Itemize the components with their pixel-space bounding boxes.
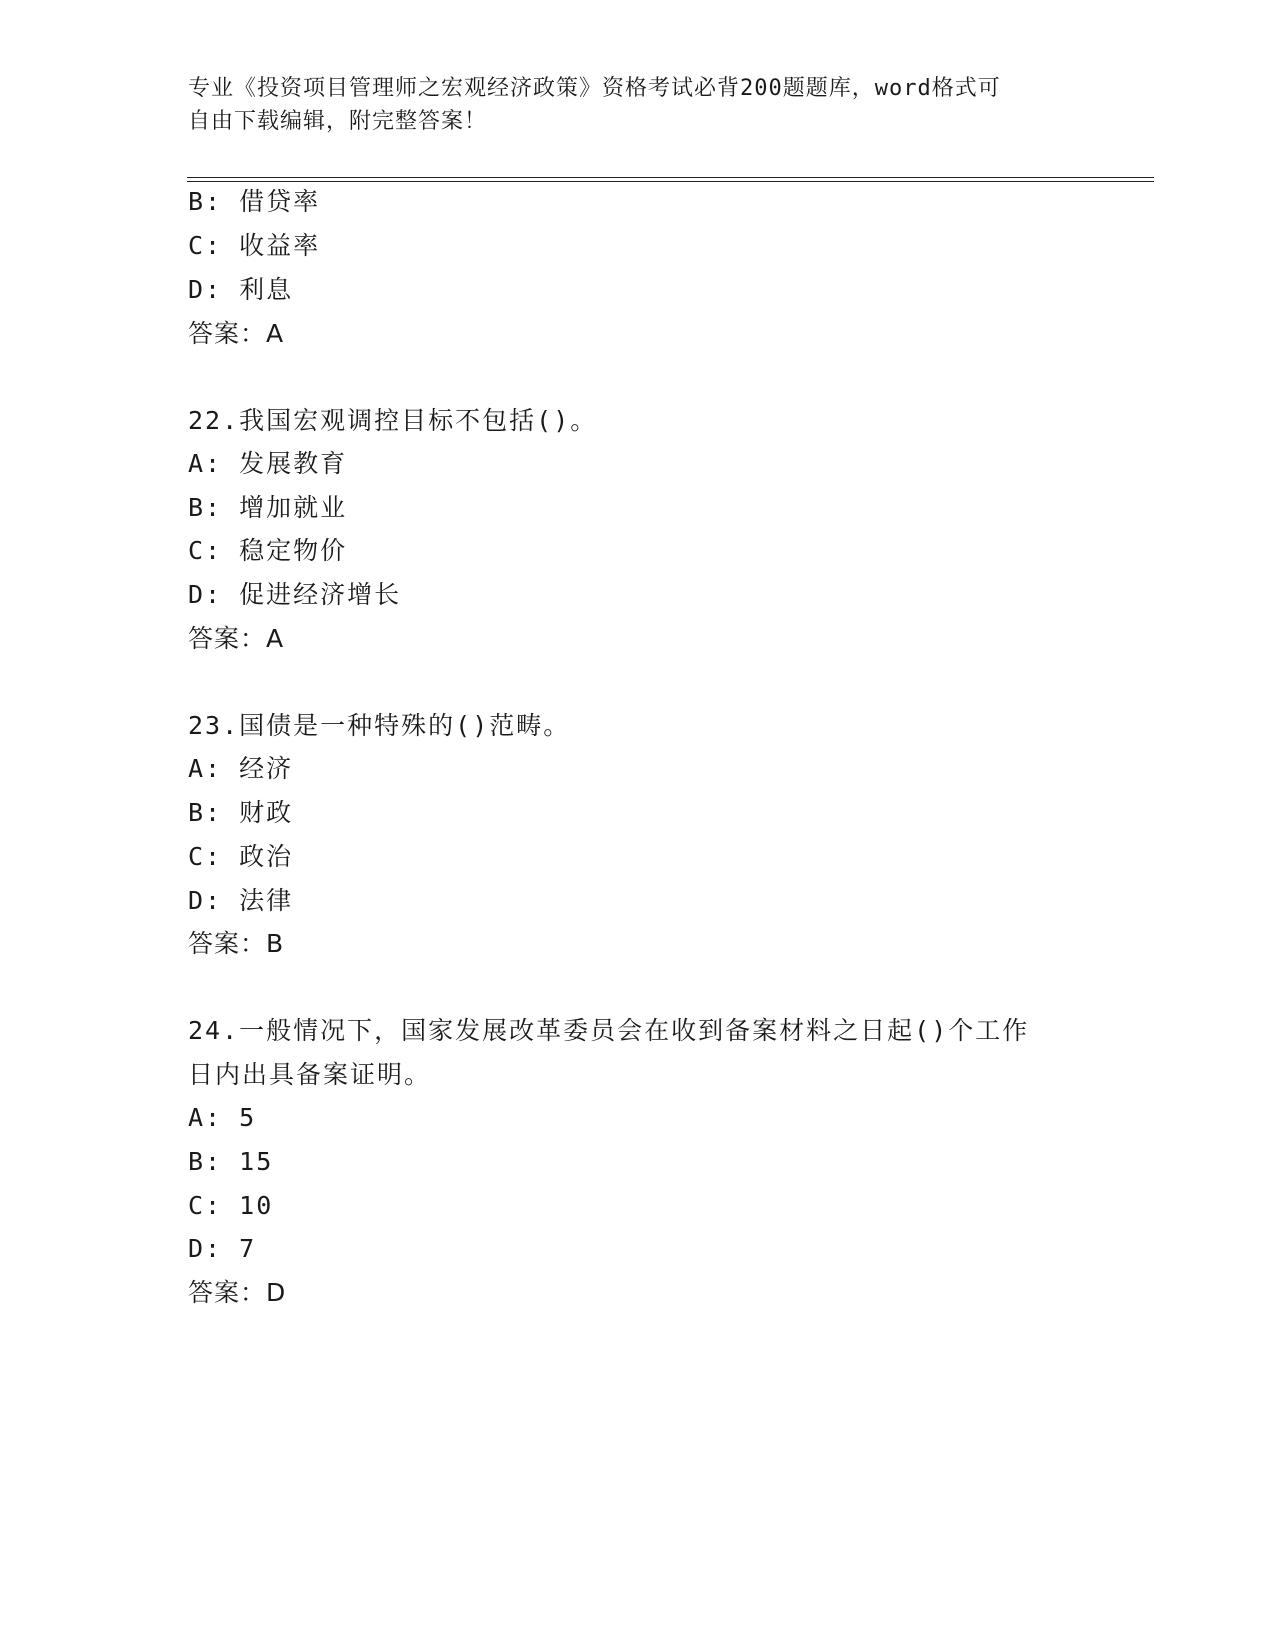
question-stem: 22.我国宏观调控目标不包括()。: [188, 406, 598, 435]
header-line-2: 自由下载编辑，附完整答案！: [188, 109, 488, 134]
answer: 答案：D: [188, 1278, 287, 1307]
option-c: C: 稳定物价: [188, 536, 348, 565]
option-b: B: 借贷率: [188, 187, 321, 216]
header-divider-bottom: [187, 181, 1154, 182]
option-d: D: 7: [188, 1234, 257, 1263]
option-c: C: 政治: [188, 842, 294, 871]
option-b: B: 财政: [188, 798, 294, 827]
option-c: C: 收益率: [188, 231, 321, 260]
question-stem: 23.国债是一种特殊的()范畴。: [188, 711, 571, 740]
answer: 答案：A: [188, 624, 285, 653]
answer: 答案：B: [188, 929, 285, 958]
option-b: B: 增加就业: [188, 493, 348, 522]
option-d: D: 促进经济增长: [188, 580, 402, 609]
option-d: D: 利息: [188, 275, 294, 304]
question-stem-line-1: 24.一般情况下，国家发展改革委员会在收到备案材料之日起()个工作: [188, 1016, 1030, 1045]
answer: 答案：A: [188, 319, 285, 348]
document-header: [188, 72, 1088, 138]
option-b: B: 15: [188, 1147, 274, 1176]
header-line-1: 专业《投资项目管理师之宏观经济政策》资格考试必背200题题库，word格式可: [188, 76, 1001, 101]
option-c: C: 10: [188, 1191, 274, 1220]
header-divider-top: [187, 177, 1154, 178]
question-stem-line-2: 日内出具备案证明。: [188, 1060, 432, 1089]
option-a: A: 经济: [188, 754, 294, 783]
option-a: A: 发展教育: [188, 449, 348, 478]
option-d: D: 法律: [188, 886, 294, 915]
option-a: A: 5: [188, 1103, 257, 1132]
